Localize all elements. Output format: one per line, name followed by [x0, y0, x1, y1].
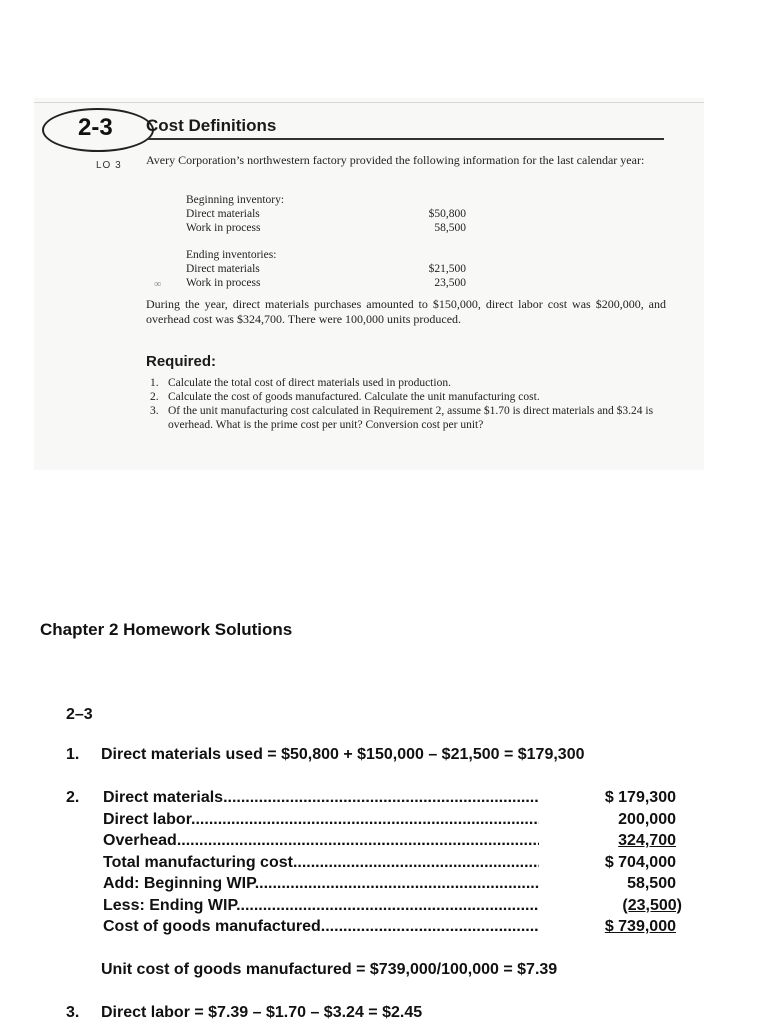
beginning-heading: Beginning inventory: — [186, 194, 285, 206]
row-label: Add: Beginning WIP ..... — [103, 875, 539, 893]
row-amount: (23,500) — [622, 896, 682, 914]
requirement-item: 3. Of the unit manufacturing cost calculated in Requirement 2, assume $1.70 is direct materials and $3.24 is overhead. What is the prime cost per unit? Conversion cost per unit? — [150, 405, 654, 431]
exercise-title: Cost Definitions — [146, 116, 277, 135]
requirement-item: 1. Calculate the total cost of direct materials used in production. — [150, 377, 451, 389]
row-amount: $ 704,000 — [604, 853, 676, 871]
inventory-row: Direct materials $21,500 — [186, 263, 466, 275]
problem-intro: Avery Corporation’s northwestern factory provided the following information for the last calendar year: — [146, 153, 645, 167]
row-label: Direct labor ..... — [103, 811, 539, 829]
schedule-row — [66, 918, 686, 940]
row-label: Total manufacturing cost ..... — [103, 854, 539, 872]
row-amount: $ 739,000 — [604, 918, 676, 935]
row-label: Overhead ..... — [103, 832, 539, 850]
required-heading: Required: — [146, 353, 217, 370]
part-3-text: Direct labor = $7.39 – $1.70 – $3.24 = $2.45 — [101, 1004, 423, 1021]
part-number: 3. — [66, 1004, 80, 1021]
inventory-row: Work in process 58,500 — [186, 222, 466, 234]
beginning-inventory-block — [186, 193, 466, 235]
title-rule — [148, 138, 664, 140]
row-amount: 324,700 — [618, 832, 676, 849]
row-label: Direct materials ..... — [103, 789, 539, 807]
schedule-row — [66, 832, 686, 854]
part-1-text: Direct materials used = $50,800 + $150,000 – $21,500 = $179,300 — [101, 746, 585, 763]
schedule-row — [66, 897, 686, 919]
inventory-row: Work in process 23,500 — [186, 277, 466, 289]
part-number: 2. — [66, 789, 80, 806]
learning-objective: LO 3 — [96, 160, 122, 171]
solution-problem-label: 2–3 — [66, 706, 93, 723]
cogm-schedule — [66, 789, 686, 940]
row-amount: 58,500 — [627, 875, 676, 892]
exercise-number: 2-3 — [78, 114, 113, 141]
textbook-excerpt — [34, 98, 704, 470]
schedule-row — [66, 854, 686, 876]
scan-mark-icon: ∞ — [154, 279, 162, 290]
ending-heading: Ending inventories: — [186, 249, 277, 261]
row-label: Cost of goods manufactured ..... — [103, 918, 539, 936]
requirements-list — [150, 376, 670, 432]
row-amount: 200,000 — [618, 810, 676, 828]
scan-top-edge — [34, 102, 704, 103]
inventory-row: Direct materials $50,800 — [186, 208, 466, 220]
row-amount: $ 179,300 — [604, 789, 676, 806]
schedule-row — [66, 875, 686, 897]
problem-paragraph: During the year, direct materials purchases amounted to $150,000, direct labor cost was $200,000, and overhead cost was $324,700. There were 100,000 units produced. — [146, 297, 666, 326]
part-number: 1. — [66, 746, 80, 763]
row-label: Less: Ending WIP ..... — [103, 897, 539, 915]
schedule-row — [66, 811, 686, 833]
chapter-title: Chapter 2 Homework Solutions — [40, 620, 293, 639]
schedule-row — [66, 789, 686, 811]
requirement-item: 2. Calculate the cost of goods manufactured. Calculate the unit manufacturing cost. — [150, 391, 540, 403]
ending-inventory-block — [186, 248, 466, 290]
unit-cost-line: Unit cost of goods manufactured = $739,000/100,000 = $7.39 — [101, 961, 558, 978]
